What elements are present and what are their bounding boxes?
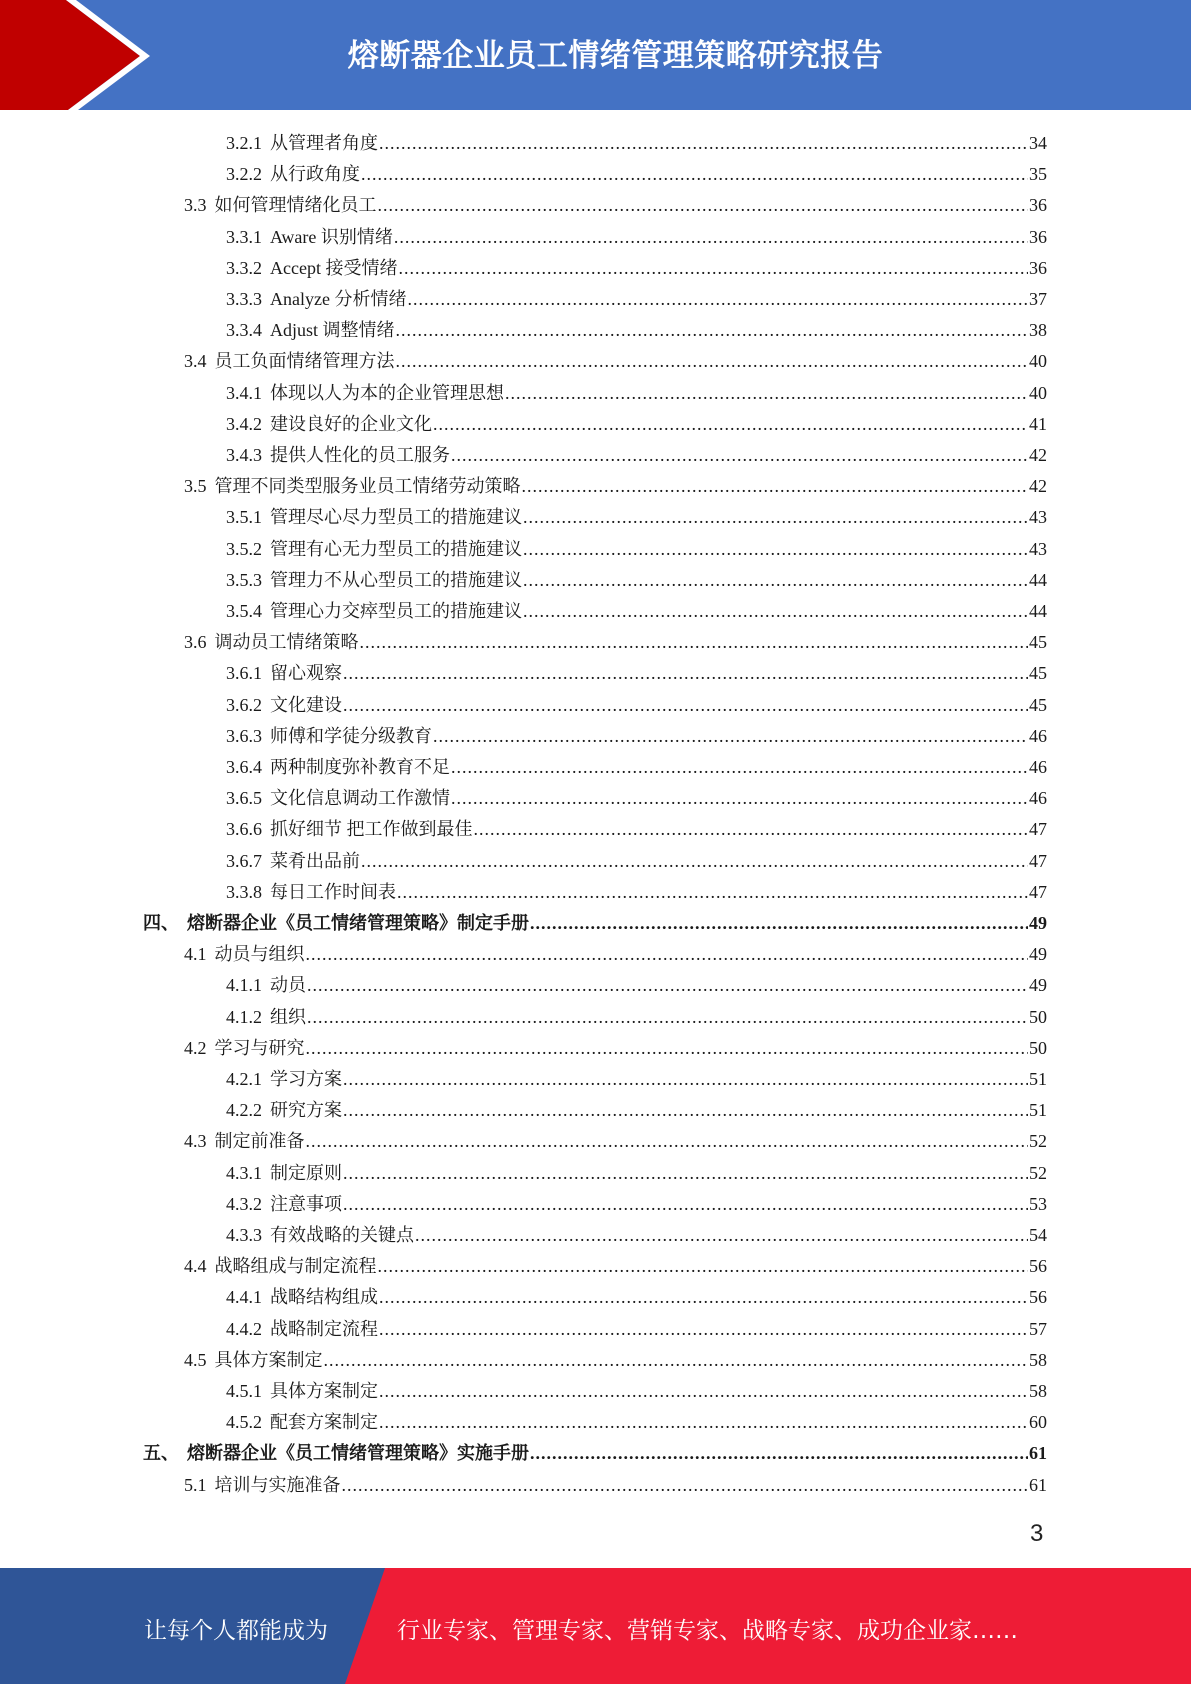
toc-entry[interactable] [226, 721, 1047, 752]
toc-dot-leader [343, 1158, 1028, 1189]
toc-dot-leader [306, 939, 1029, 970]
toc-entry-page: 50 [1029, 1006, 1047, 1027]
toc-entry-number: 3.3.2 [226, 257, 262, 278]
toc-entry-title: 具体方案制定 [214, 1349, 323, 1370]
toc-dot-leader [530, 908, 1028, 939]
toc-entry-page: 50 [1029, 1037, 1047, 1058]
toc-entry-number: 3.5.2 [226, 538, 262, 559]
toc-entry[interactable] [226, 1002, 1047, 1033]
toc-entry-page: 37 [1029, 289, 1047, 309]
toc-entry[interactable] [226, 1064, 1047, 1095]
toc-dot-leader [398, 253, 1028, 284]
toc-entry-number: 4.1.1 [226, 975, 262, 996]
toc-entry-number: 3.6.7 [226, 850, 262, 871]
toc-entry-title: 体现以人为本的企业管理思想 [270, 382, 504, 403]
toc-entry[interactable] [226, 970, 1047, 1001]
toc-entry[interactable] [226, 1314, 1047, 1345]
toc-entry-title: 组织 [270, 1006, 306, 1027]
toc-entry-page: 38 [1029, 320, 1047, 341]
toc-entry[interactable] [226, 814, 1047, 845]
toc-dot-leader [343, 1189, 1028, 1220]
toc-entry-page: 36 [1029, 226, 1047, 247]
toc-entry-page: 46 [1029, 788, 1047, 809]
toc-entry-number: 3.4.3 [226, 445, 262, 465]
toc-dot-leader [523, 502, 1028, 533]
toc-entry-number: 3.4 [184, 351, 207, 372]
toc-entry-page: 61 [1029, 1443, 1047, 1464]
toc-entry-page: 44 [1029, 569, 1047, 590]
toc-dot-leader [343, 1095, 1028, 1126]
toc-entry-page: 51 [1029, 1069, 1047, 1089]
toc-entry[interactable] [184, 346, 1047, 377]
toc-entry-title: 学习方案 [270, 1069, 342, 1089]
toc-entry[interactable] [226, 1282, 1047, 1313]
toc-entry-number: 4.4.2 [226, 1318, 262, 1339]
toc-entry[interactable] [226, 378, 1047, 409]
toc-entry-page: 58 [1029, 1349, 1047, 1370]
toc-dot-leader [306, 1033, 1029, 1064]
toc-entry-number: 4.2.2 [226, 1100, 262, 1121]
toc-entry-title: 留心观察 [270, 663, 342, 684]
toc-entry-title: 调动员工情绪策略 [214, 632, 359, 653]
toc-entry-title: 文化建设 [270, 694, 342, 715]
toc-entry-title: 建设良好的企业文化 [270, 413, 432, 434]
toc-entry[interactable] [226, 253, 1047, 284]
toc-entry[interactable] [226, 846, 1047, 877]
toc-dot-leader [451, 783, 1028, 814]
toc-entry-number: 3.3.3 [226, 289, 262, 309]
toc-entry[interactable] [184, 1033, 1047, 1064]
toc-entry-title: 管理有心无力型员工的措施建议 [270, 538, 522, 559]
toc-entry-title: 师傅和学徒分级教育 [270, 725, 432, 746]
toc-entry-number: 4.5.2 [226, 1412, 262, 1433]
toc-entry-title: 战略结构组成 [270, 1287, 378, 1308]
page-header [0, 0, 1191, 110]
toc-entry-page: 36 [1029, 257, 1047, 278]
toc-dot-leader [407, 284, 1028, 315]
toc-entry[interactable] [226, 1376, 1047, 1407]
toc-entry-number: 4.3.3 [226, 1225, 262, 1245]
toc-entry-title: 管理不同类型服务业员工情绪劳动策略 [214, 476, 521, 497]
page-footer [0, 1568, 1191, 1684]
toc-dot-leader [379, 1376, 1028, 1407]
toc-entry-title: 从管理者角度 [270, 133, 378, 153]
toc-entry[interactable] [226, 690, 1047, 721]
toc-entry-number: 3.5.3 [226, 569, 262, 590]
toc-dot-leader [505, 378, 1028, 409]
toc-entry-title: 每日工作时间表 [270, 881, 396, 902]
toc-entry-number: 3.6.3 [226, 725, 262, 746]
toc-entry[interactable] [184, 1345, 1047, 1376]
toc-entry-number: 4.3.2 [226, 1193, 262, 1214]
toc-entry-title: 熔断器企业《员工情绪管理策略》制定手册 [187, 913, 529, 933]
toc-entry[interactable] [184, 1126, 1047, 1157]
toc-dot-leader [361, 159, 1028, 190]
toc-dot-leader [523, 565, 1028, 596]
toc-entry[interactable] [226, 409, 1047, 440]
toc-entry-page: 57 [1029, 1318, 1047, 1339]
toc-entry[interactable] [226, 440, 1047, 471]
toc-dot-leader [378, 1251, 1029, 1282]
toc-dot-leader [523, 534, 1028, 565]
toc-dot-leader [307, 970, 1028, 1001]
toc-entry-title: 从行政角度 [270, 164, 360, 185]
page-number: 3 [1030, 1520, 1044, 1547]
toc-entry-page: 47 [1029, 819, 1047, 840]
toc-entry[interactable] [226, 284, 1047, 315]
toc-entry-number: 5.1 [184, 1474, 207, 1495]
toc-entry[interactable] [184, 627, 1047, 658]
toc-entry-title: 制定前准备 [214, 1131, 305, 1152]
toc-entry-title: 管理尽心尽力型员工的措施建议 [270, 507, 522, 528]
toc-entry[interactable] [226, 502, 1047, 533]
toc-entry[interactable] [226, 1189, 1047, 1220]
toc-entry-title: 战略制定流程 [270, 1318, 378, 1339]
toc-dot-leader [379, 1314, 1028, 1345]
toc-dot-leader [342, 1470, 1029, 1501]
toc-entry-title: Analyze 分析情绪 [270, 289, 407, 309]
toc-entry-page: 35 [1029, 164, 1047, 185]
toc-dot-leader [343, 1064, 1028, 1095]
toc-entry[interactable] [184, 190, 1047, 221]
toc-entry-number: 4.1 [184, 944, 207, 965]
toc-entry[interactable] [184, 939, 1047, 970]
toc-entry[interactable] [184, 1251, 1047, 1282]
toc-entry-page: 34 [1029, 133, 1047, 153]
footer-slogan-right: 行业专家、管理专家、营销专家、战略专家、成功企业家…… [397, 1618, 1018, 1644]
toc-entry-number: 4.3.1 [226, 1162, 262, 1183]
toc-entry-title: 动员 [270, 975, 306, 996]
toc-entry-page: 41 [1029, 413, 1047, 434]
toc-entry-title: 战略组成与制定流程 [214, 1256, 377, 1277]
toc-entry-title: 提供人性化的员工服务 [270, 445, 450, 465]
toc-entry-page: 54 [1029, 1225, 1047, 1245]
toc-entry-number: 3.3.4 [226, 320, 262, 341]
toc-entry-title: 注意事项 [270, 1193, 342, 1214]
toc-entry[interactable] [226, 1095, 1047, 1126]
toc-entry[interactable] [226, 222, 1047, 253]
toc-entry-number: 3.5.4 [226, 601, 262, 621]
toc-entry-title: 有效战略的关键点 [270, 1225, 414, 1245]
toc-entry-number: 3.6.6 [226, 819, 262, 840]
toc-entry-page: 53 [1029, 1193, 1047, 1214]
toc-entry-title: Accept 接受情绪 [270, 257, 398, 278]
toc-entry[interactable] [226, 128, 1047, 159]
toc-dot-leader [451, 440, 1028, 471]
toc-entry-title: 如何管理情绪化员工 [214, 195, 377, 216]
toc-entry-page: 49 [1029, 913, 1047, 933]
toc-entry-page: 49 [1029, 975, 1047, 996]
toc-entry-title: 员工负面情绪管理方法 [214, 351, 395, 372]
toc-dot-leader [433, 409, 1028, 440]
toc-entry[interactable] [184, 1470, 1047, 1501]
toc-dot-leader [522, 471, 1029, 502]
toc-entry-page: 43 [1029, 507, 1047, 528]
toc-entry-title: 管理心力交瘁型员工的措施建议 [270, 601, 522, 621]
toc-dot-leader [324, 1345, 1029, 1376]
toc-entry[interactable] [226, 596, 1047, 627]
toc-entry-page: 46 [1029, 725, 1047, 746]
toc-dot-leader [343, 690, 1028, 721]
toc-entry[interactable] [226, 1220, 1047, 1251]
toc-entry[interactable] [226, 534, 1047, 565]
toc-entry-page: 49 [1029, 944, 1047, 965]
toc-entry-number: 4.4.1 [226, 1287, 262, 1308]
toc-dot-leader [433, 721, 1028, 752]
toc-entry-number: 3.3.1 [226, 226, 262, 247]
toc-entry[interactable] [226, 159, 1047, 190]
toc-entry-page: 45 [1029, 632, 1047, 653]
toc-entry[interactable] [226, 877, 1047, 908]
toc-entry-page: 47 [1029, 850, 1047, 871]
toc-dot-leader [360, 627, 1029, 658]
toc-dot-leader [394, 222, 1028, 253]
toc-entry[interactable] [226, 783, 1047, 814]
toc-entry-title: 菜肴出品前 [270, 850, 360, 871]
toc-dot-leader [415, 1220, 1028, 1251]
toc-dot-leader [523, 596, 1028, 627]
toc-entry-page: 60 [1029, 1412, 1047, 1433]
toc-entry-number: 4.5.1 [226, 1381, 262, 1401]
toc-entry[interactable] [143, 1438, 1047, 1469]
toc-entry-number: 3.2.2 [226, 164, 262, 185]
toc-entry-title: 动员与组织 [214, 944, 305, 965]
toc-entry-page: 52 [1029, 1162, 1047, 1183]
toc-entry[interactable] [226, 1158, 1047, 1189]
toc-entry-page: 45 [1029, 694, 1047, 715]
toc-entry-page: 47 [1029, 881, 1047, 902]
toc-entry-page: 36 [1029, 195, 1047, 216]
toc-entry-title: 管理力不从心型员工的措施建议 [270, 569, 522, 590]
toc-entry-title: 熔断器企业《员工情绪管理策略》实施手册 [187, 1443, 529, 1464]
toc-dot-leader [379, 128, 1028, 159]
toc-entry-number: 3.3.8 [226, 881, 262, 902]
toc-entry-page: 51 [1029, 1100, 1047, 1121]
toc-entry[interactable] [226, 565, 1047, 596]
toc-entry[interactable] [184, 471, 1047, 502]
toc-entry-page: 58 [1029, 1381, 1047, 1401]
toc-entry[interactable] [226, 752, 1047, 783]
toc-entry-number: 3.6.4 [226, 757, 262, 777]
toc-entry-title: 制定原则 [270, 1162, 342, 1183]
toc-entry-title: Adjust 调整情绪 [270, 320, 395, 341]
report-title: 熔断器企业员工情绪管理策略研究报告 [347, 38, 884, 74]
toc-dot-leader [397, 877, 1028, 908]
toc-entry-page: 45 [1029, 663, 1047, 684]
toc-entry-number: 4.3 [184, 1131, 207, 1152]
toc-entry[interactable] [143, 908, 1047, 939]
toc-dot-leader [530, 1438, 1028, 1469]
toc-dot-leader [474, 814, 1029, 845]
toc-entry[interactable] [226, 1407, 1047, 1438]
toc-dot-leader [379, 1407, 1028, 1438]
toc-entry-page: 46 [1029, 757, 1047, 777]
toc-entry-number: 3.6.1 [226, 663, 262, 684]
toc-entry-number: 四、 [143, 913, 179, 933]
toc-entry-number: 3.4.1 [226, 382, 262, 403]
footer-slogan-left: 让每个人都能成为 [144, 1618, 328, 1644]
toc-entry-page: 44 [1029, 601, 1047, 621]
toc-entry-number: 3.5 [184, 476, 207, 497]
toc-entry[interactable] [226, 658, 1047, 689]
toc-entry-number: 4.1.2 [226, 1006, 262, 1027]
toc-entry-number: 3.2.1 [226, 133, 262, 153]
toc-entry-title: 配套方案制定 [270, 1412, 378, 1433]
toc-entry-page: 40 [1029, 382, 1047, 403]
toc-entry-title: 学习与研究 [214, 1037, 305, 1058]
toc-entry-page: 42 [1029, 445, 1047, 465]
toc-dot-leader [396, 315, 1028, 346]
toc-entry-number: 4.2.1 [226, 1069, 262, 1089]
toc-entry-number: 3.6 [184, 632, 207, 653]
toc-dot-leader [379, 1282, 1028, 1313]
toc-dot-leader [361, 846, 1028, 877]
toc-entry-title: 具体方案制定 [270, 1381, 378, 1401]
toc-entry-number: 五、 [143, 1443, 179, 1464]
toc-entry-number: 4.4 [184, 1256, 207, 1277]
toc-entry-title: 抓好细节 把工作做到最佳 [270, 819, 473, 840]
toc-entry-number: 3.6.2 [226, 694, 262, 715]
toc-entry-title: 文化信息调动工作激情 [270, 788, 450, 809]
toc-entry-number: 4.2 [184, 1037, 207, 1058]
toc-entry-title: Aware 识别情绪 [270, 226, 393, 247]
toc-entry[interactable] [226, 315, 1047, 346]
toc-entry-page: 40 [1029, 351, 1047, 372]
toc-dot-leader [396, 346, 1029, 377]
toc-entry-page: 42 [1029, 476, 1047, 497]
toc-dot-leader [451, 752, 1028, 783]
toc-entry-page: 56 [1029, 1287, 1047, 1308]
toc-entry-page: 52 [1029, 1131, 1047, 1152]
toc-entry-page: 61 [1029, 1474, 1047, 1495]
toc-dot-leader [378, 190, 1029, 221]
toc-entry-number: 3.4.2 [226, 413, 262, 434]
toc-entry-page: 56 [1029, 1256, 1047, 1277]
toc-entry-title: 两种制度弥补教育不足 [270, 757, 450, 777]
toc-entry-number: 3.3 [184, 195, 207, 216]
toc-entry-number: 3.5.1 [226, 507, 262, 528]
toc-dot-leader [306, 1126, 1029, 1157]
toc-entry-number: 3.6.5 [226, 788, 262, 809]
toc-entry-number: 4.5 [184, 1349, 207, 1370]
toc-entry-title: 培训与实施准备 [214, 1474, 341, 1495]
toc-entry-page: 43 [1029, 538, 1047, 559]
toc-entry-title: 研究方案 [270, 1100, 342, 1121]
toc-dot-leader [343, 658, 1028, 689]
toc-dot-leader [307, 1002, 1028, 1033]
